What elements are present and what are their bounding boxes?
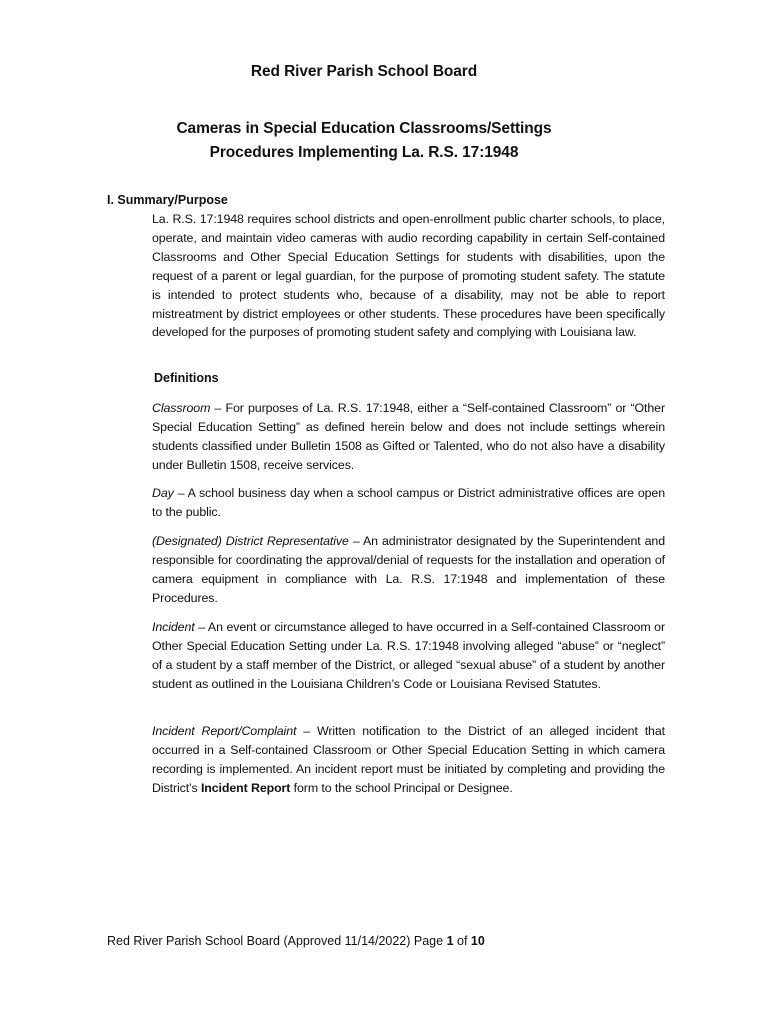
definition-text: – An event or circumstance alleged to have occurred in a Self-contained Classroom or Other Special Education Setting under La. R.S. 17:1948 involving alleged “abuse” or “neglect” of a student by a staff member of the District, or alleged “sexual abuse” of a student by another student as outlined in the Louisiana Children’s Code or Louisiana Revised Statutes. <box>152 620 665 691</box>
definition-classroom <box>152 399 665 475</box>
summary-paragraph: La. R.S. 17:1948 requires school districts and open-enrollment public charter schools, to place, operate, and maintain video cameras with audio recording capability in certain Self-contained Classrooms and Other Special Education Settings for students with disabilities, upon the request of a parent or legal guardian, for the purpose of promoting student safety. The statute is intended to protect students who, because of a disability, may not be able to report mistreatment by district employees or other students. These procedures have been specifically developed for the purposes of promoting student safety and complying with Louisiana law. <box>152 212 665 340</box>
definition-term: (Designated) District Representative <box>152 534 349 548</box>
definition-text: – Written notification to the District of an alleged incident that occurred in a Self-contained Classroom or Other Special Education Setting in which camera recording is implemented. An incident report must be initiated by completing and providing the District’s <box>152 724 665 795</box>
definition-incident <box>152 618 665 694</box>
definition-term: Incident Report/Complaint <box>152 724 297 738</box>
total-pages-number: 10 <box>470 934 485 948</box>
organization-title: Red River Parish School Board <box>250 63 478 80</box>
current-page-number: 1 <box>446 934 454 948</box>
definition-term: Day <box>152 486 174 500</box>
page-footer <box>107 934 485 948</box>
definition-day <box>152 484 665 522</box>
definition-text: – A school business day when a school campus or District administrative offices are open to the public. <box>152 486 665 519</box>
definition-term: Classroom <box>152 401 211 415</box>
definition-text: form to the school Principal or Designee. <box>290 780 513 795</box>
document-title-line-1: Cameras in Special Education Classrooms/Settings <box>176 120 552 137</box>
definition-text: – An administrator designated by the Superintendent and responsible for coordinating the approval/denial of requests for the installation and operation of camera equipment in compliance with La. R.S. 17:1948 and implementation of these Procedures. <box>152 534 665 605</box>
definition-district-representative <box>152 532 665 608</box>
definition-incident-report <box>152 722 665 798</box>
definitions-heading: Definitions <box>154 371 219 385</box>
incident-report-form-name: Incident Report <box>200 780 291 795</box>
definition-text: – For purposes of La. R.S. 17:1948, either a “Self-contained Classroom” or “Other Special Education Setting” as defined herein below and does not include settings wherein students classified under Bulletin 1508 as Gifted or Talented, who do not also have a disability under Bulletin 1508, receive services. <box>152 401 665 472</box>
footer-text: Red River Parish School Board (Approved 11/14/2022) Page <box>107 934 447 948</box>
document-title-line-2: Procedures Implementing La. R.S. 17:1948 <box>209 144 519 161</box>
footer-of-text: of <box>453 934 471 948</box>
definition-term: Incident <box>152 620 195 634</box>
summary-heading: I. Summary/Purpose <box>107 193 228 207</box>
